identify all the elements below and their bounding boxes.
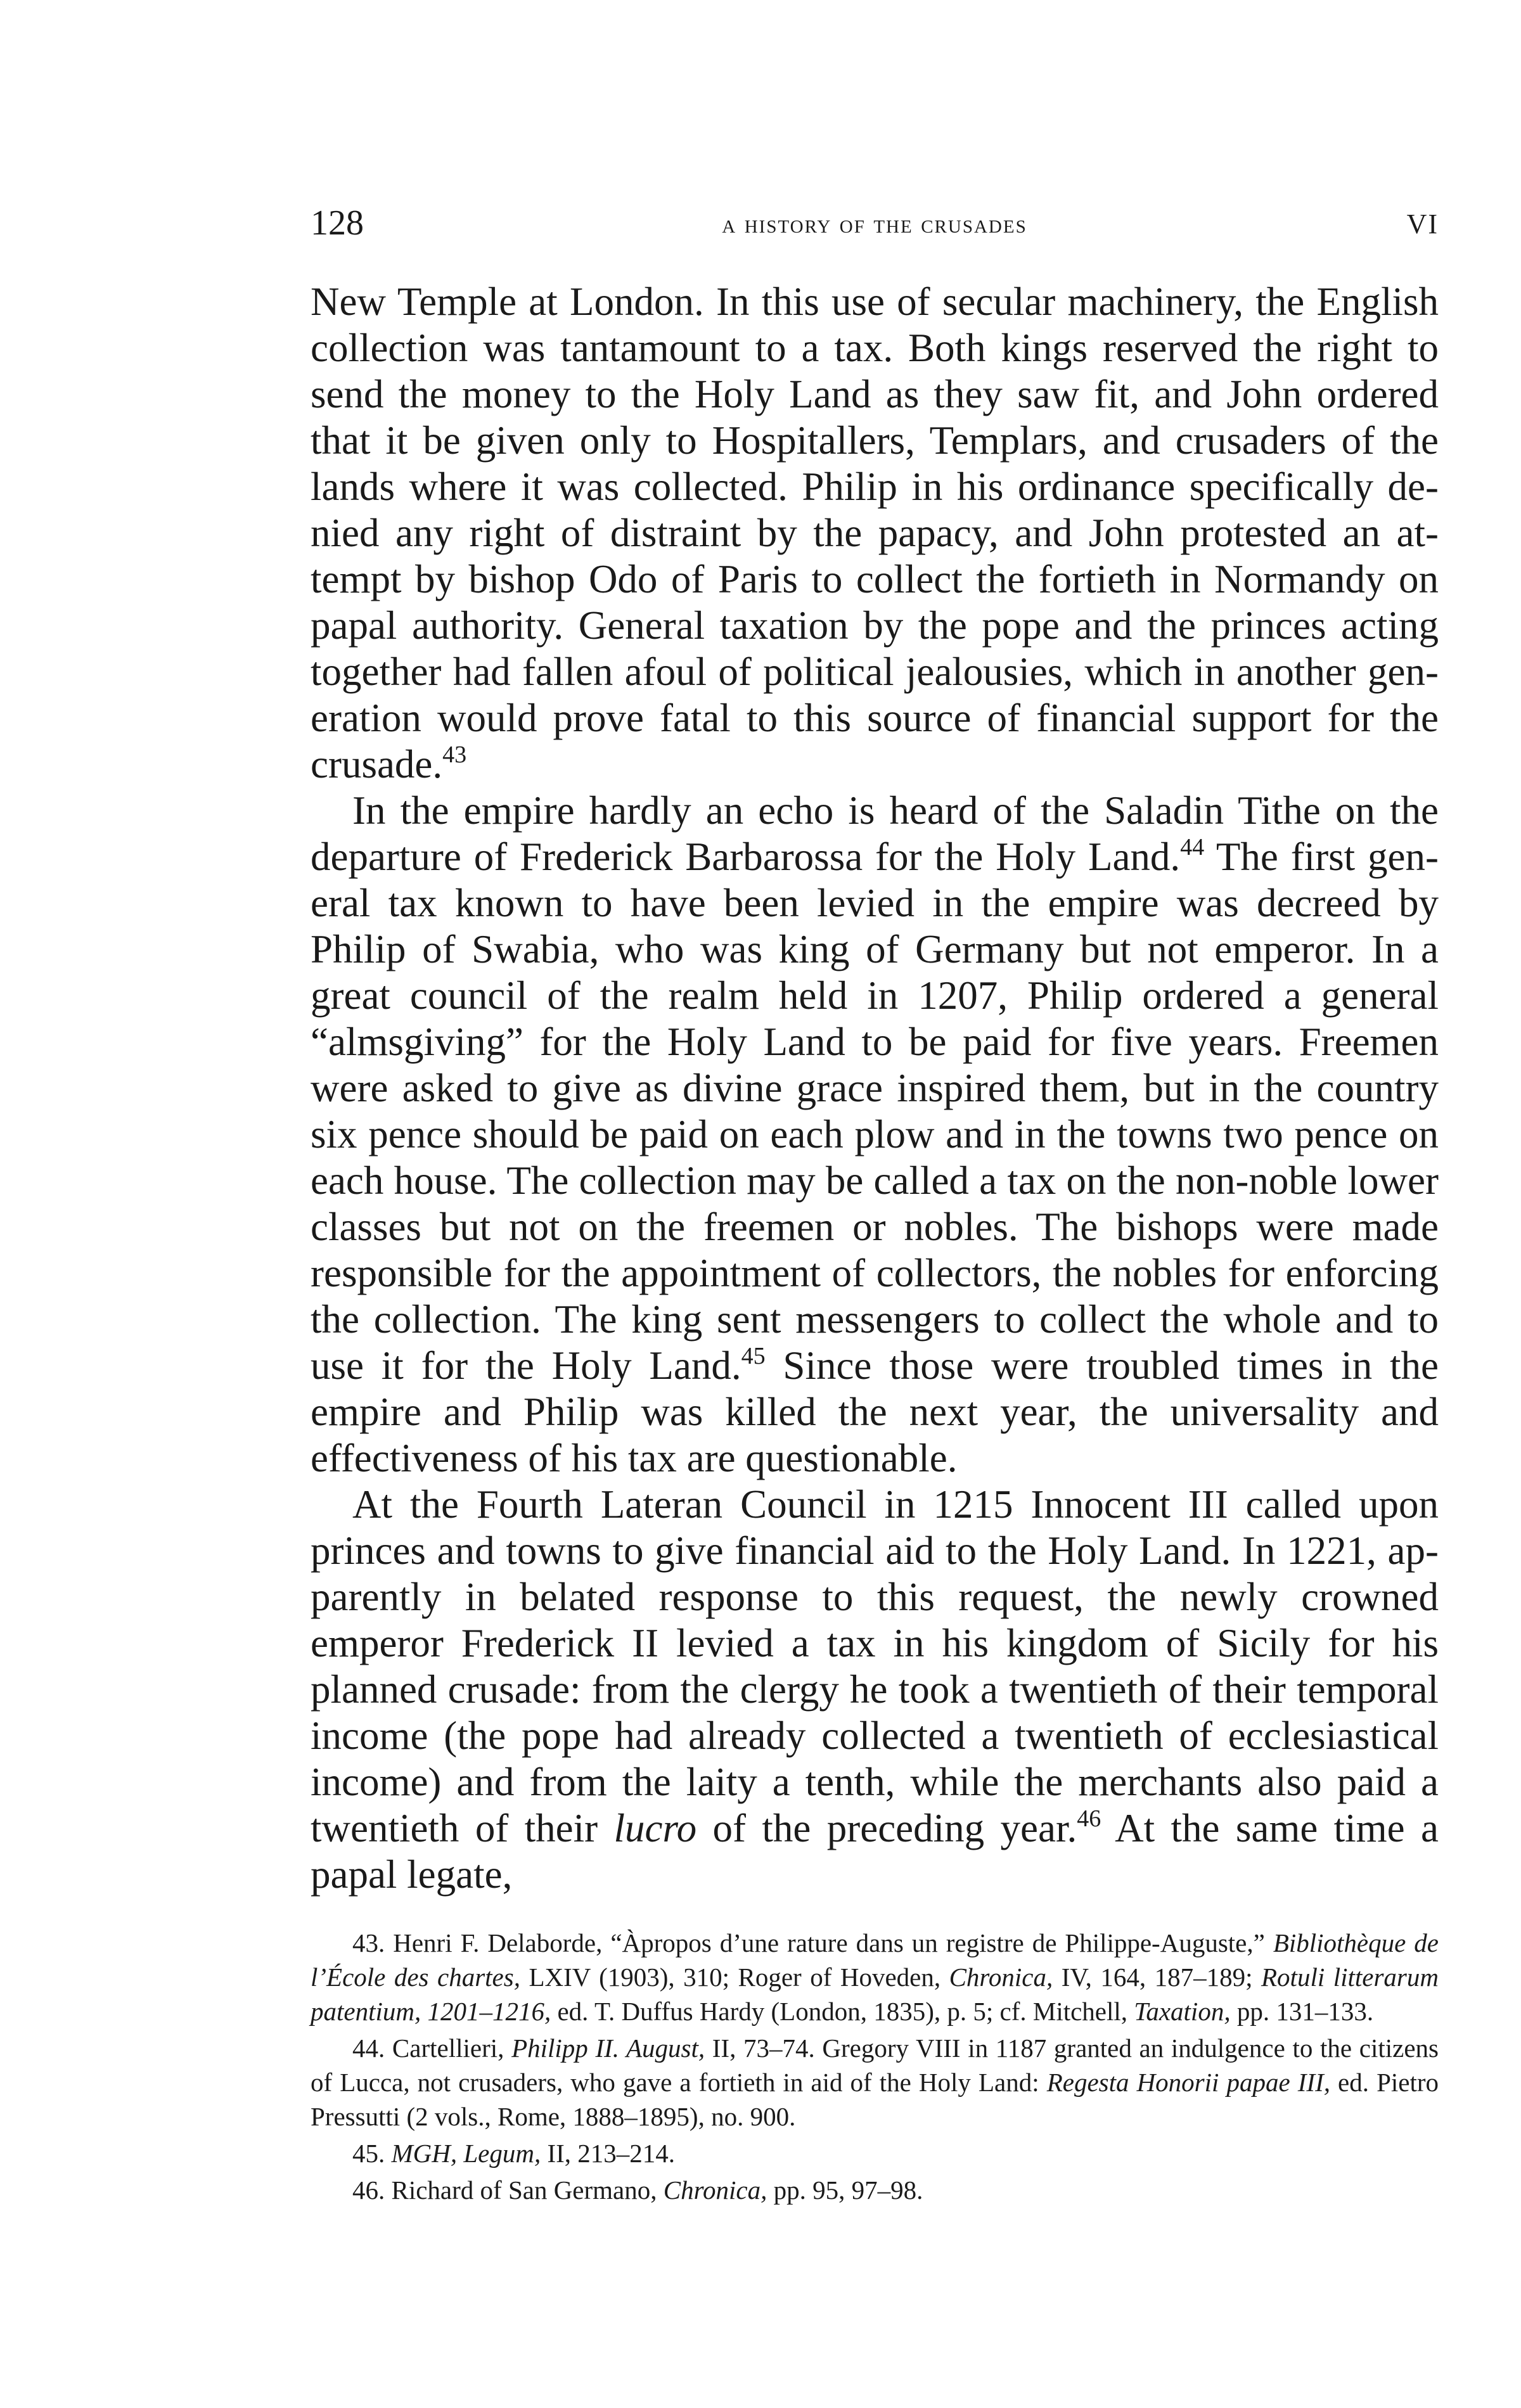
italic-term: lucro (613, 1806, 697, 1850)
footnote-ref-44[interactable]: 44 (1180, 834, 1205, 861)
paragraph-2-text-c: Since those were troubled times in the empire and Philip was killed the next year, the universality and effectiveness of his tax are questionable. (311, 1343, 1439, 1480)
paragraph-3 (311, 1482, 1439, 1898)
footnote-text: II, 73–74. Gregory VIII in 1187 granted an indulgence to the citizens of Lucca, not crusaders, who gave a fortieth in aid of the Holy Land: (311, 2033, 1439, 2097)
footnote-text: 46. Richard of San Germano, (352, 2175, 664, 2205)
paragraph-3-text-c: At the same time a papal legate, (311, 1806, 1439, 1897)
footnote-45 (311, 2136, 1439, 2170)
page-number: 128 (311, 203, 364, 243)
paragraph-2 (311, 788, 1439, 1482)
footnote-text: ed. Pietro Pressutti (2 vols., Rome, 1888–1895), no. 900. (311, 2068, 1439, 2131)
main-text (311, 279, 1439, 1898)
footnote-text: LXIV (1903), 310; Roger of Hoveden, (520, 1963, 949, 1992)
paragraph-3-text-b: of the preceding year. (696, 1806, 1077, 1850)
footnote-italic: Rotuli litterarum patentium, 1201–1216, (311, 1963, 1439, 2026)
footnotes (311, 1926, 1439, 2207)
footnote-text: IV, 164, 187–189; (1053, 1963, 1262, 1992)
footnote-46 (311, 2173, 1439, 2207)
paragraph-2-text-a: In the empire hardly an echo is heard of the Saladin Tithe on the departure of Frederick Barbarossa for the Holy Land. (311, 788, 1439, 879)
running-title: a history of the crusades (722, 210, 1027, 239)
paragraph-3-text-a: At the Fourth Lateran Council in 1215 Innocent III called upon princes and towns to give financial aid to the Holy Land. In 1221, apparently in belated response to this request, the newly crowned emperor Frederick II levied a tax in his kingdom of Sicily for his planned crusade: from the clergy he took a twentieth of their temporal income (the pope had already collected a twentieth of ecclesiastical income) and from the laity a tenth, while the merchants also paid a twentieth of their (311, 1482, 1439, 1850)
footnote-ref-43[interactable]: 43 (442, 741, 467, 768)
footnote-ref-46[interactable]: 46 (1077, 1805, 1101, 1832)
footnote-italic: MGH, Legum, (391, 2139, 541, 2168)
chapter-number: VI (1406, 208, 1439, 240)
paragraph-1-text: New Temple at London. In this use of secular machinery, the English collection was tantamount to a tax. Both kings reserved the right to send the money to the Holy Land as they saw fit, and John ordered that it be given only to Hospitallers, Templars, and crusaders of the lands where it was collected. Philip in his ordinance specifically denied any right of distraint by the papacy, and John protested an attempt by bishop Odo of Paris to collect the fortieth in Normandy on papal authority. General taxation by the pope and the princes acting together had fallen afoul of political jealousies, which in another generation would prove fatal to this source of financial support for the crusade. (311, 279, 1439, 786)
footnote-text: ed. T. Duffus Hardy (London, 1835), p. 5; cf. Mitchell, (551, 1997, 1134, 2026)
footnote-text: 44. Cartellieri, (352, 2033, 512, 2063)
footnote-italic: Chronica, (663, 2175, 767, 2205)
footnote-italic: Chronica, (949, 1963, 1053, 1992)
running-header (311, 190, 1439, 241)
footnote-italic: Bibliothèque de l’École des chartes, (311, 1928, 1439, 1992)
book-page (311, 190, 1439, 2210)
paragraph-1 (311, 279, 1439, 788)
footnote-italic: Philipp II. August, (511, 2033, 705, 2063)
footnote-ref-45[interactable]: 45 (741, 1343, 766, 1369)
footnote-44 (311, 2031, 1439, 2134)
footnote-text: 45. (352, 2139, 392, 2168)
footnote-text: 43. Henri F. Delaborde, “Àpropos d’une rature dans un registre de Philippe-Auguste,” (352, 1928, 1273, 1957)
footnote-italic: Regesta Honorii papae III, (1046, 2068, 1330, 2097)
footnote-italic: Taxation, (1134, 1997, 1231, 2026)
paragraph-2-text-b: The first general tax known to have been levied in the empire was decreed by Philip of Swabia, who was king of Germany but not emperor. In a great council of the realm held in 1207, Philip ordered a general “almsgiving” for the Holy Land to be paid for five years. Freemen were asked to give as divine grace inspired them, but in the country six pence should be paid on each plow and in the towns two pence on each house. The collection may be called a tax on the non-noble lower classes but not on the freemen or nobles. The bishops were made responsible for the appointment of collectors, the nobles for enforcing the collection. The king sent messengers to collect the whole and to use it for the Holy Land. (311, 835, 1439, 1388)
footnote-text: pp. 131–133. (1230, 1997, 1374, 2026)
footnote-text: II, 213–214. (541, 2139, 676, 2168)
footnote-43 (311, 1926, 1439, 2028)
footnote-text: pp. 95, 97–98. (767, 2175, 923, 2205)
